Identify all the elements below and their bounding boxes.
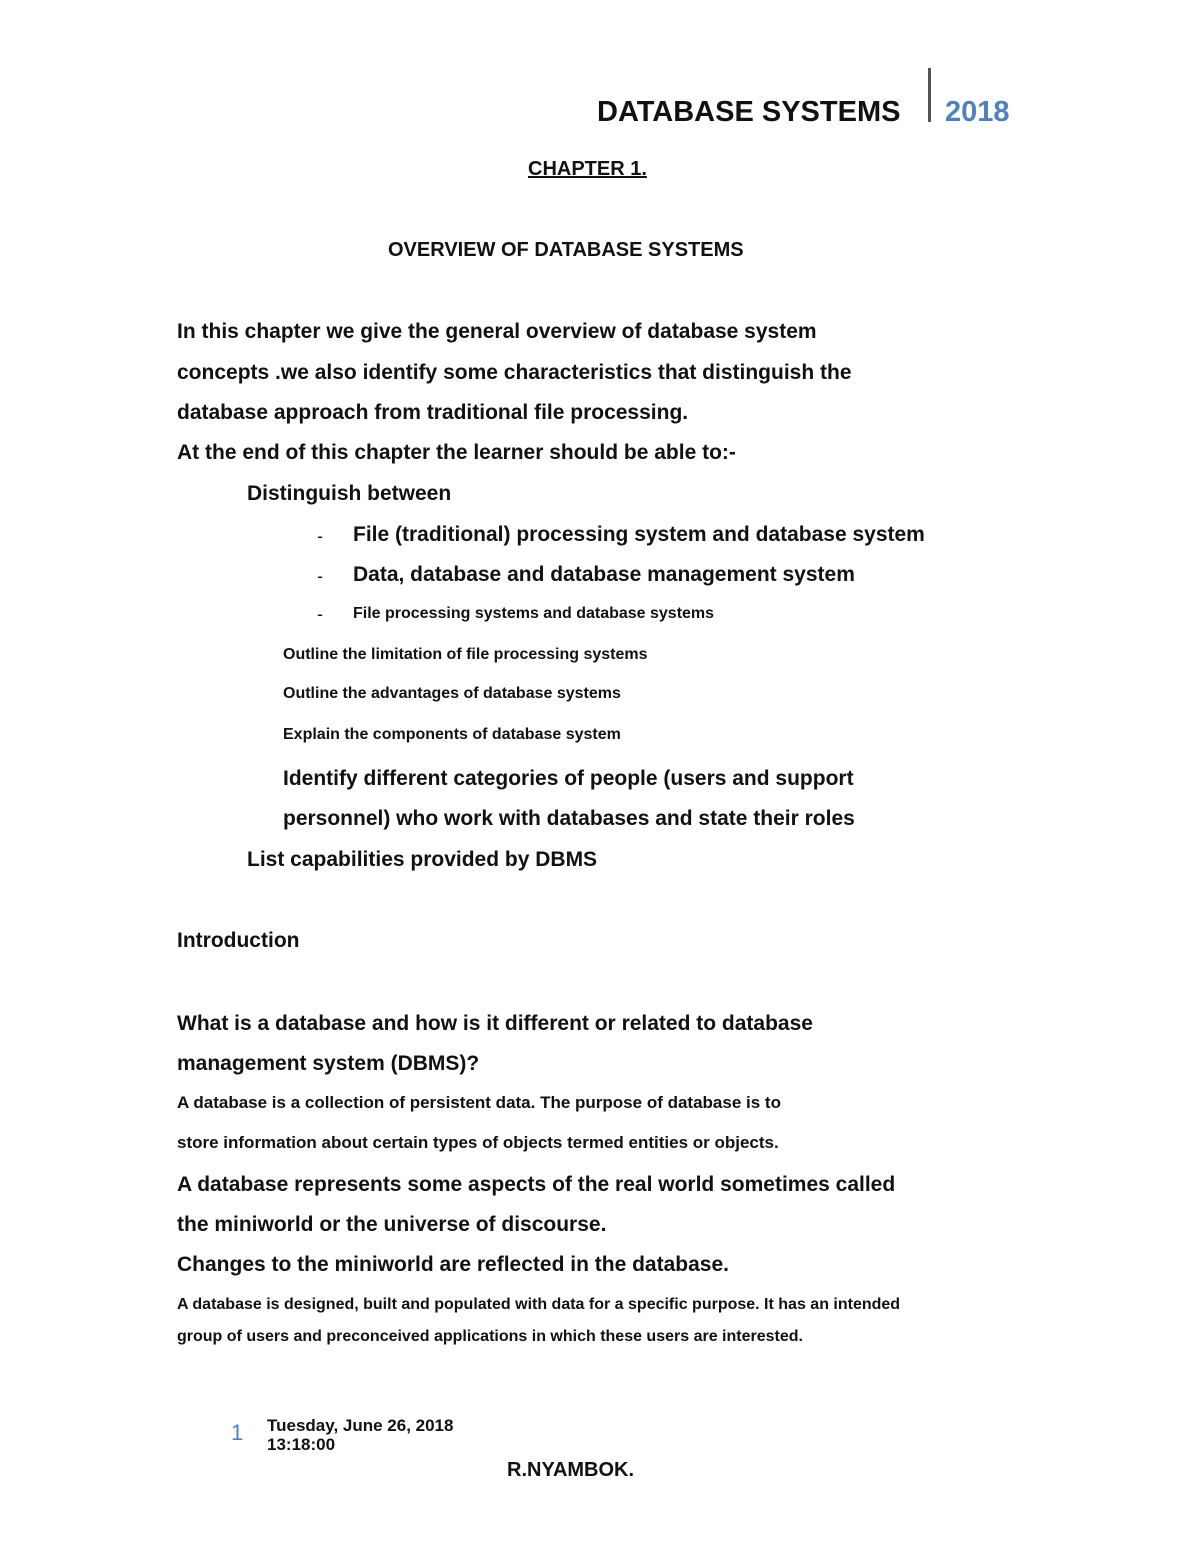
footer-date: Tuesday, June 26, 2018 <box>267 1416 454 1435</box>
footer-time: 13:18:00 <box>267 1435 336 1454</box>
outline-item-2: Outline the advantages of database systems <box>283 685 621 702</box>
identify-line-1: Identify different categories of people (users and support <box>283 767 854 790</box>
definition-line-2: store information about certain types of objects termed entities or objects. <box>177 1133 779 1152</box>
miniworld-line-1: A database represents some aspects of the real world sometimes called <box>177 1173 896 1196</box>
dash-bullet: - <box>317 604 323 624</box>
outline-item-3: Explain the components of database system <box>283 726 621 743</box>
dash-bullet: - <box>317 526 323 546</box>
footer-author: R.NYAMBOK. <box>507 1459 635 1481</box>
intro-line-1: In this chapter we give the general overview of database system <box>177 320 817 343</box>
footer-page-number: 1 <box>231 1420 244 1445</box>
chapter-label: CHAPTER 1. <box>528 158 647 180</box>
purpose-line-2: group of users and preconceived applications in which these users are interested. <box>177 1328 803 1345</box>
question-line-1: What is a database and how is it different or related to database <box>177 1012 813 1035</box>
dash-item-1: File (traditional) processing system and database system <box>353 523 925 546</box>
dash-item-2: Data, database and database management system <box>353 563 855 586</box>
miniworld-line-3: Changes to the miniworld are reflected in the database. <box>177 1253 729 1276</box>
header-divider <box>928 68 931 122</box>
objectives-lead: At the end of this chapter the learner should be able to:- <box>177 441 736 464</box>
header-year: 2018 <box>945 96 1010 128</box>
purpose-line-1: A database is designed, built and populated with data for a specific purpose. It has an intended <box>177 1296 901 1313</box>
header-title: DATABASE SYSTEMS <box>597 96 901 128</box>
distinguish-label: Distinguish between <box>247 482 452 505</box>
section-title: OVERVIEW OF DATABASE SYSTEMS <box>388 239 744 261</box>
miniworld-line-2: the miniworld or the universe of discourse. <box>177 1213 607 1236</box>
intro-line-3: database approach from traditional file processing. <box>177 401 689 424</box>
dash-item-3: File processing systems and database systems <box>353 605 715 622</box>
introduction-heading: Introduction <box>177 929 300 952</box>
outline-item-1: Outline the limitation of file processing systems <box>283 646 648 663</box>
definition-line-1: A database is a collection of persistent data. The purpose of database is to <box>177 1093 781 1112</box>
list-capabilities: List capabilities provided by DBMS <box>247 848 598 871</box>
footer-datetime <box>267 1416 453 1454</box>
dash-bullet: - <box>317 566 323 586</box>
identify-line-2: personnel) who work with databases and state their roles <box>283 807 855 830</box>
question-line-2: management system (DBMS)? <box>177 1052 480 1075</box>
intro-line-2: concepts .we also identify some characteristics that distinguish the <box>177 361 852 384</box>
